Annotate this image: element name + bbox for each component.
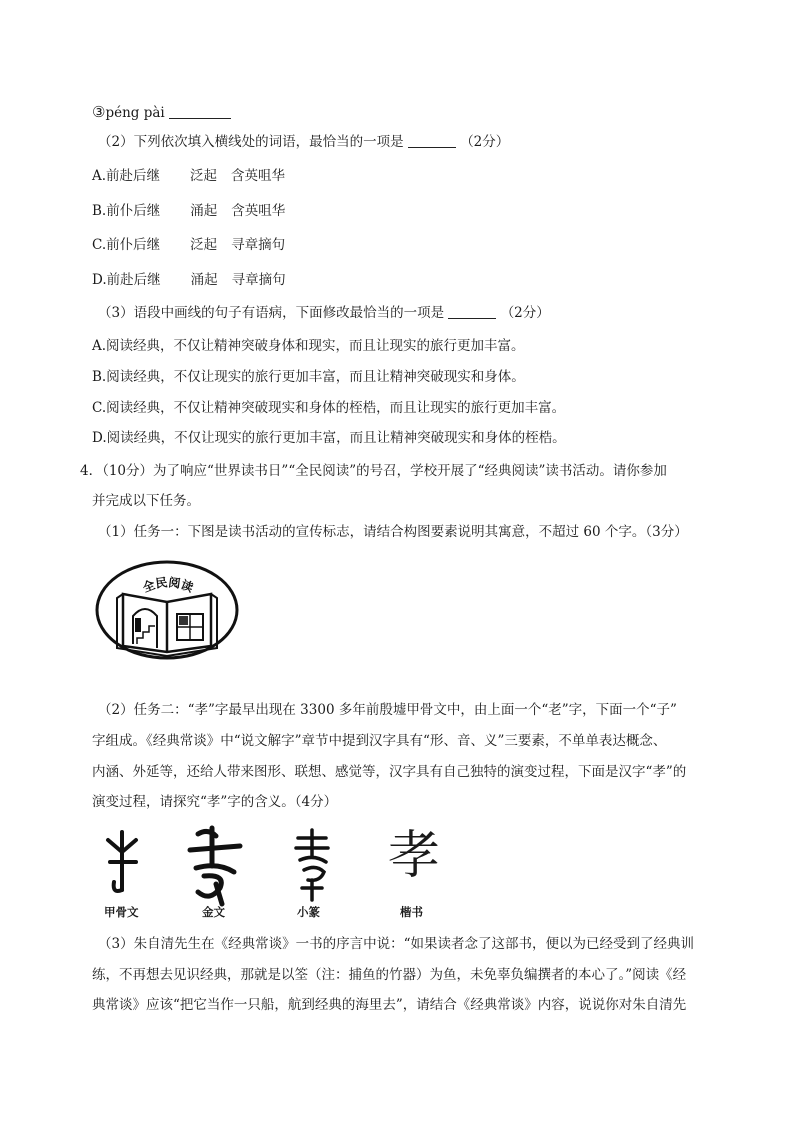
task-2-line-2: 字组成。《经典常谈》中“说文解字”章节中提到汉字具有“形、音、义”三要素，不单单表达概念、 (92, 733, 667, 749)
option-d[interactable] (92, 270, 286, 290)
option-b[interactable] (92, 201, 285, 221)
option-letter: A. (92, 168, 107, 184)
stem-text: （2）下列依次填入横线处的词语，最恰当的一项是 (98, 134, 404, 150)
option-word-1: 前赴后继 (106, 272, 161, 288)
task-1-text: （1）任务一：下图是读书活动的宣传标志，请结合构图要素说明其寓意，不超过 60 个字。（3分） (98, 524, 688, 540)
task-3-line-3: 典常谈》应该“把它当作一只船，航到经典的海里去”，请结合《经典常谈》内容，说说你对朱自清先 (92, 997, 687, 1013)
script-label-bronze: 金文 (202, 905, 225, 919)
task-3-line-2: 练，不再想去见识经典，那就是以筌（注：捕鱼的竹器）为鱼，未免辜负编撰者的本心了。”阅读《经 (92, 967, 687, 983)
option-c[interactable] (92, 235, 285, 255)
task-2-line-4: 演变过程，请探究“孝”字的含义。（4分） (92, 794, 338, 810)
option-letter: C. (92, 237, 107, 253)
option-word-2: 涌起 (190, 272, 218, 288)
script-label-seal: 小篆 (297, 905, 320, 919)
task-3-line-1: （3）朱自清先生在《经典常谈》一书的序言中说：“如果读者念了这部书，便以为已经受到了经典训 (98, 936, 694, 952)
task-2-line-1: （2）任务二：“孝”字最早出现在 3300 多年前殷墟甲骨文中，由上面一个“老”字，下面一个“子” (98, 702, 677, 718)
answer-blank[interactable] (169, 104, 231, 119)
logo-arc-text: 全民阅读 (140, 575, 196, 596)
question-4-line-1: 4．（10分）为了响应“世界读书日”“全民阅读”的号召，学校开展了“经典阅读”读书活动。请你参加 (80, 463, 667, 479)
option-a[interactable]: A.阅读经典，不仅让精神突破身体和现实，而且让现实的旅行更加丰富。 (92, 338, 525, 354)
score-text: （2分） (460, 134, 510, 150)
score-text: （2分） (500, 305, 550, 321)
task-2-line-3: 内涵、外延等，还给人带来图形、联想、感觉等，汉字具有自己独特的演变过程，下面是汉字“孝”的 (92, 764, 687, 780)
script-label-oracle: 甲骨文 (104, 905, 139, 919)
option-word-2: 涌起 (190, 203, 218, 219)
answer-blank[interactable] (448, 304, 496, 319)
item-3-pinyin (92, 102, 231, 123)
question-3-stem (98, 303, 550, 323)
bronze-glyph (190, 828, 240, 904)
option-word-3: 寻章摘句 (231, 272, 286, 288)
stem-text: （3）语段中画线的句子有语病，下面修改最恰当的一项是 (98, 305, 445, 321)
option-a[interactable] (92, 166, 285, 186)
oracle-bone-glyph (108, 832, 136, 891)
option-word-1: 前仆后继 (106, 203, 161, 219)
kaishu-glyph: 孝 (388, 826, 441, 886)
option-word-2: 泛起 (190, 237, 218, 253)
pinyin-text: péng pài (105, 105, 165, 121)
option-word-1: 前赴后继 (106, 168, 161, 184)
option-word-3: 含英咀华 (231, 203, 286, 219)
small-seal-glyph (296, 830, 328, 900)
question-4-line-2: 并完成以下任务。 (92, 493, 200, 509)
option-word-2: 泛起 (190, 168, 218, 184)
svg-text:全民阅读 (140, 574, 195, 595)
option-c[interactable]: C.阅读经典，不仅让精神突破现实和身体的桎梏，而且让现实的旅行更加丰富。 (92, 400, 566, 416)
option-word-3: 含英咀华 (231, 168, 286, 184)
option-b[interactable]: B.阅读经典，不仅让现实的旅行更加丰富，而且让精神突破现实和身体。 (92, 369, 525, 385)
option-word-1: 前仆后继 (106, 237, 161, 253)
reading-logo-image (95, 560, 239, 660)
option-d[interactable]: D.阅读经典，不仅让现实的旅行更加丰富，而且让精神突破现实和身体的桎梏。 (92, 430, 566, 446)
option-letter: B. (92, 203, 107, 219)
script-label-regular: 楷书 (400, 905, 423, 919)
item-number: ③ (92, 103, 106, 121)
answer-blank[interactable] (408, 133, 456, 148)
question-2-stem (98, 132, 509, 152)
option-word-3: 寻章摘句 (231, 237, 286, 253)
option-letter: D. (92, 272, 107, 288)
